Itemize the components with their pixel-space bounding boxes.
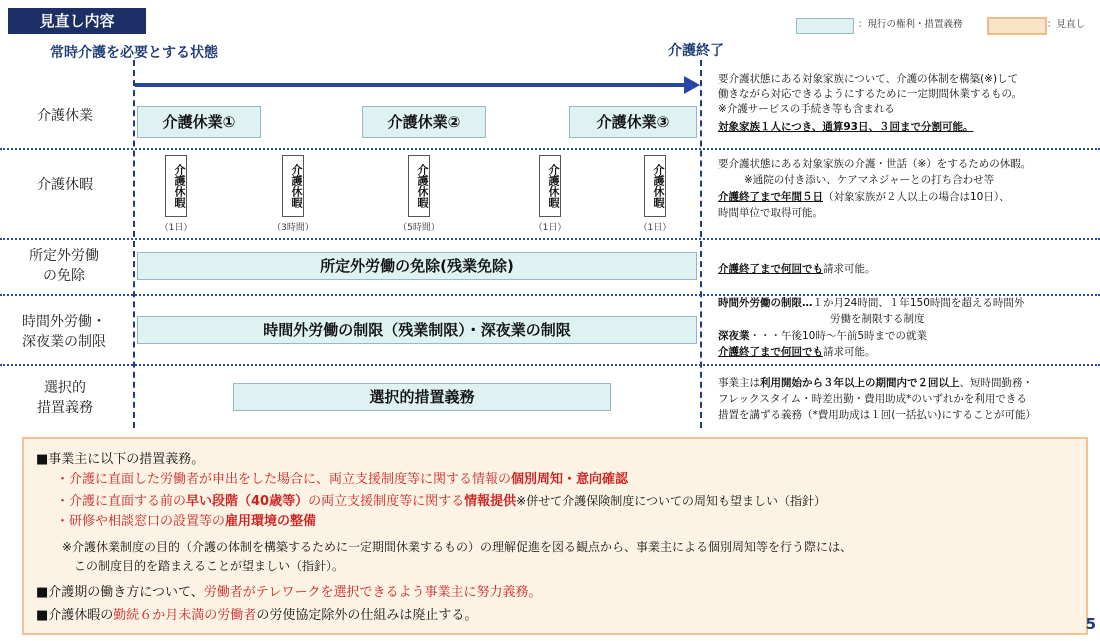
selective-desc-1-emph: 利用開始から３年以上の期間内で２回以上 [760,377,960,389]
row-label-line: 所定外労働 [29,248,99,264]
overtime-limit-desc-1-rest: １か月24時間、１年150時間を超える時間外 [812,297,1025,309]
review-line-4-emph: 雇用環境の整備 [225,514,317,529]
page-number: 5 [1085,615,1096,633]
overtime-exempt-bar: 所定外労働の免除(残業免除) [137,252,697,280]
row-separator [0,238,1100,240]
review-line-1: ■事業主に以下の措置義務。 [36,452,205,467]
overtime-exempt-desc-emph: 介護終了まで何回でも [718,263,823,275]
legend-current-label: ：現行の権利・措置義務 [858,19,963,30]
review-line-4-a: ・研修や相談窓口の設置等の [56,514,226,529]
care-vacation-desc-3-emph: 介護終了まで年間５日 [718,191,823,203]
review-line-6-emph: 勤続６か月未満の労働者 [113,608,257,623]
legend-current-swatch [796,18,854,34]
row-label-overtime-limit [8,312,120,352]
start-dashed-line [133,60,135,428]
overtime-limit-desc-3 [718,329,927,344]
review-line-3 [56,491,826,512]
overtime-limit-bar: 時間外労働の制限（残業制限）・深夜業の制限 [137,316,697,344]
legend-review-label: ：見直し [1047,19,1086,30]
review-line-3-emph: 早い段階（40歳等） [186,494,309,509]
care-vacation-duration: （5時間） [398,223,440,233]
review-line-3-c: の両立支援制度等に関する [308,494,465,509]
overtime-limit-desc-3-rest: ・・・午後10時～午前5時までの就業 [749,330,928,342]
timeline-end-label: 介護終了 [668,43,724,59]
row-label-line: 措置義務 [37,400,93,416]
row-separator [0,364,1100,366]
review-line-2 [56,470,628,490]
care-vacation-desc-2: ※通院の付き添い、ケアマネジャーとの打ち合わせ等 [744,174,995,186]
review-line-5-a: ■介護期の働き方について、 [36,585,204,600]
care-vacation-duration: （1日） [533,223,567,233]
overtime-limit-desc-1 [718,296,1024,311]
care-vacation-block: 介護休暇 [165,155,187,217]
care-vacation-duration: （1日） [159,223,193,233]
care-vacation-desc-3 [718,190,1010,205]
selective-desc-1 [718,376,1033,391]
review-line-2-emph: 個別周知・意向確認 [511,472,629,487]
review-line-2-a: ・介護に直面した労働者が申出をした場合に、両立支援制度等に関する情報の [56,472,512,487]
row-label-selective-measure [20,378,110,418]
review-note-1: ※介護休業制度の目的（介護の体制を構築するために一定期間休業するもの）の理解促進を図る観点から、事業主による個別周知等を行う際には、 [62,540,853,554]
overtime-limit-desc-4-rest: 請求可能。 [823,346,876,358]
care-vacation-block: 介護休暇 [408,155,430,217]
row-label-overtime-exempt [8,246,120,286]
selective-desc-3: 措置を講ずる義務（*費用助成は１回(一括払い)にすることが可能） [718,409,1036,421]
care-leave-desc-3: ※介護サービスの手続き等も含まれる [718,103,895,115]
timeline-start-label: 常時介護を必要とする状態 [50,45,218,61]
review-line-6-a: ■介護休暇の [36,608,114,623]
review-line-4 [56,512,316,532]
row-label-line: 選択的 [44,380,86,396]
selective-desc-1-c: 、短時間勤務・ [959,377,1033,389]
overtime-limit-desc-4-emph: 介護終了まで何回でも [718,346,823,358]
selective-desc-1-a: 事業主は [718,377,760,389]
row-label-line: の免除 [43,268,85,284]
row-label-care-leave: 介護休業 [37,108,93,124]
care-vacation-block: 介護休暇 [644,155,666,217]
care-leave-bar-3: 介護休業③ [569,106,697,138]
review-note-2: この制度目的を踏まえることが望ましい（指針）。 [74,559,345,573]
review-line-3-a: ・介護に直面する前の [56,494,187,509]
overtime-exempt-desc-rest: 請求可能。 [823,263,876,275]
review-line-6 [36,606,477,626]
care-vacation-desc-3-rest: （対象家族が２人以上の場合は10日）、 [823,191,1010,203]
care-leave-desc-2: 働きながら対応できるようにするために一定期間休業するもの。 [718,88,1023,100]
timeline-arrow-head-icon [684,76,700,94]
overtime-exempt-desc [718,262,876,277]
care-vacation-block: 介護休暇 [282,155,304,217]
legend-review-swatch [987,17,1047,35]
care-leave-bar-1: 介護休業① [137,106,261,138]
care-vacation-duration: （1日） [638,223,672,233]
review-line-3-emph2: 情報提供 [464,494,517,509]
review-line-5 [36,583,542,603]
row-label-care-vacation: 介護休暇 [37,177,93,193]
timeline-arrow-line [135,83,685,87]
row-label-line: 時間外労働・ [22,314,106,330]
selective-desc-2: フレックスタイム・時差出勤・費用助成*のいずれかを利用できる [718,393,1027,405]
row-label-line: 深夜業の制限 [22,334,106,350]
overtime-limit-desc-3-emph: 深夜業 [718,330,750,342]
end-dashed-line [700,60,702,428]
review-line-5-emph: 労働者がテレワークを選択できるよう事業主に努力義務。 [203,585,542,600]
row-separator [0,148,1100,150]
care-vacation-duration: （3時間） [272,223,314,233]
care-leave-desc-4: 対象家族１人につき、通算93日、３回まで分割可能。 [718,121,974,133]
review-line-6-c: の労使協定除外の仕組みは廃止する。 [256,608,478,623]
care-leave-desc-1: 要介護状態にある対象家族について、介護の体制を構築(※)して [718,73,1019,85]
overtime-limit-desc-1-emph: 時間外労働の制限… [718,297,813,309]
care-vacation-desc-1: 要介護状態にある対象家族の介護・世話（※）をするための休暇。 [718,158,1032,170]
care-leave-bar-2: 介護休業② [362,106,486,138]
overtime-limit-desc-4 [718,345,876,360]
care-vacation-block: 介護休暇 [539,155,561,217]
overtime-limit-desc-2: 労働を制限する制度 [830,313,925,325]
review-line-3-note: ※併せて介護保険制度についての周知も望ましい（指針） [516,494,826,508]
page-title: 見直し内容 [8,8,146,34]
care-vacation-desc-4: 時間単位で取得可能。 [718,207,823,219]
selective-measure-bar: 選択的措置義務 [233,383,611,411]
